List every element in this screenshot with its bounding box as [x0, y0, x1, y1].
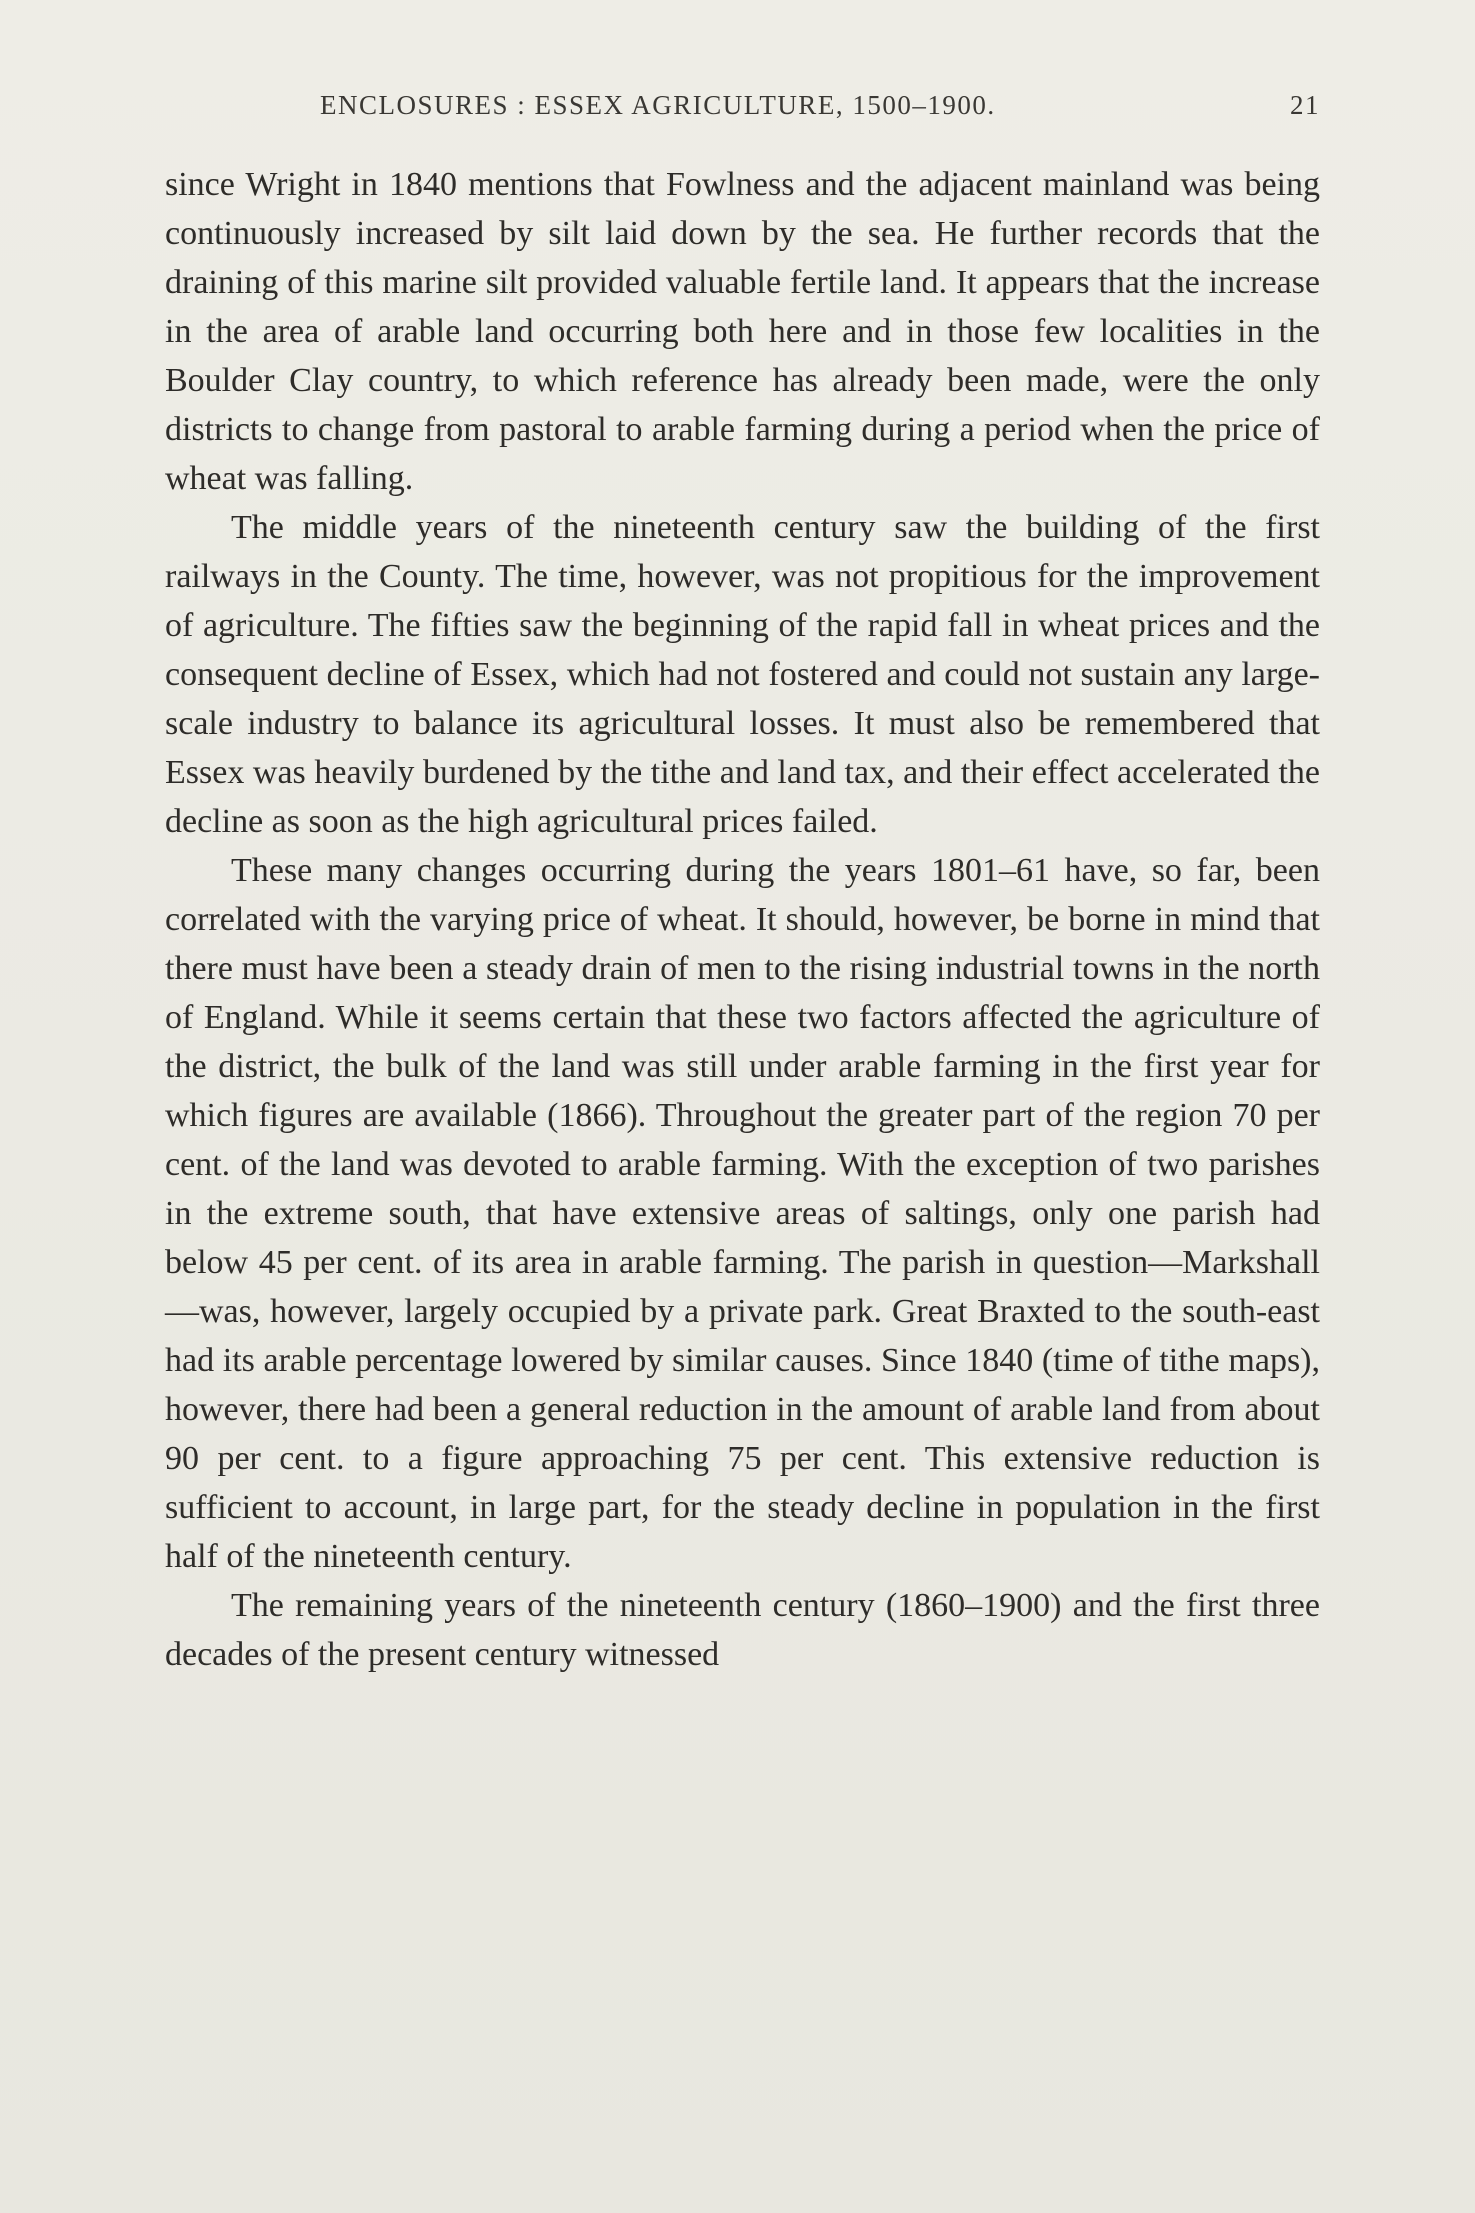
- page-number: 21: [1290, 90, 1320, 120]
- paragraph-2: The middle years of the nineteenth century saw the building of the first railways in the County. The time, however, was not propitious for the improvement of agriculture. The fifties saw the beginning of the rapid fall in wheat prices and the consequent decline of Essex, which had not fostered and could not sustain any large-scale industry to balance its agricultural losses. It must also be remembered that Essex was heavily burdened by the tithe and land tax, and their effect accelerated the decline as soon as the high agricultural prices failed.: [165, 509, 1320, 840]
- paragraph-1: since Wright in 1840 mentions that Fowlness and the adjacent mainland was being continuously increased by silt laid down by the sea. He further records that the draining of this marine silt provided valuable fertile land. It appears that the increase in the area of arable land occurring both here and in those few localities in the Boulder Clay country, to which reference has already been made, were the only districts to change from pastoral to arable farming during a period when the price of wheat was falling.: [165, 166, 1320, 497]
- paragraph-4: The remaining years of the nineteenth century (1860–1900) and the first three decades of the present century witnessed: [165, 1587, 1320, 1673]
- paragraph-3: These many changes occurring during the years 1801–61 have, so far, been correlated with the varying price of wheat. It should, however, be borne in mind that there must have been a steady drain of men to the rising industrial towns in the north of England. While it seems certain that these two factors affected the agriculture of the district, the bulk of the land was still under arable farming in the first year for which figures are available (1866). Throughout the greater part of the region 70 per cent. of the land was devoted to arable farming. With the exception of two parishes in the extreme south, that have extensive areas of saltings, only one parish had below 45 per cent. of its area in arable farming. The parish in question—Markshall—was, however, largely occupied by a private park. Great Braxted to the south-east had its arable percentage lowered by similar causes. Since 1840 (time of tithe maps), however, there had been a general reduction in the amount of arable land from about 90 per cent. to a figure approaching 75 per cent. This extensive reduction is sufficient to account, in large part, for the steady decline in population in the first half of the nineteenth century.: [165, 852, 1320, 1575]
- running-head: [165, 90, 1320, 130]
- running-title: ENCLOSURES : ESSEX AGRICULTURE, 1500–1900.: [320, 90, 996, 120]
- body-text: [165, 160, 1320, 1679]
